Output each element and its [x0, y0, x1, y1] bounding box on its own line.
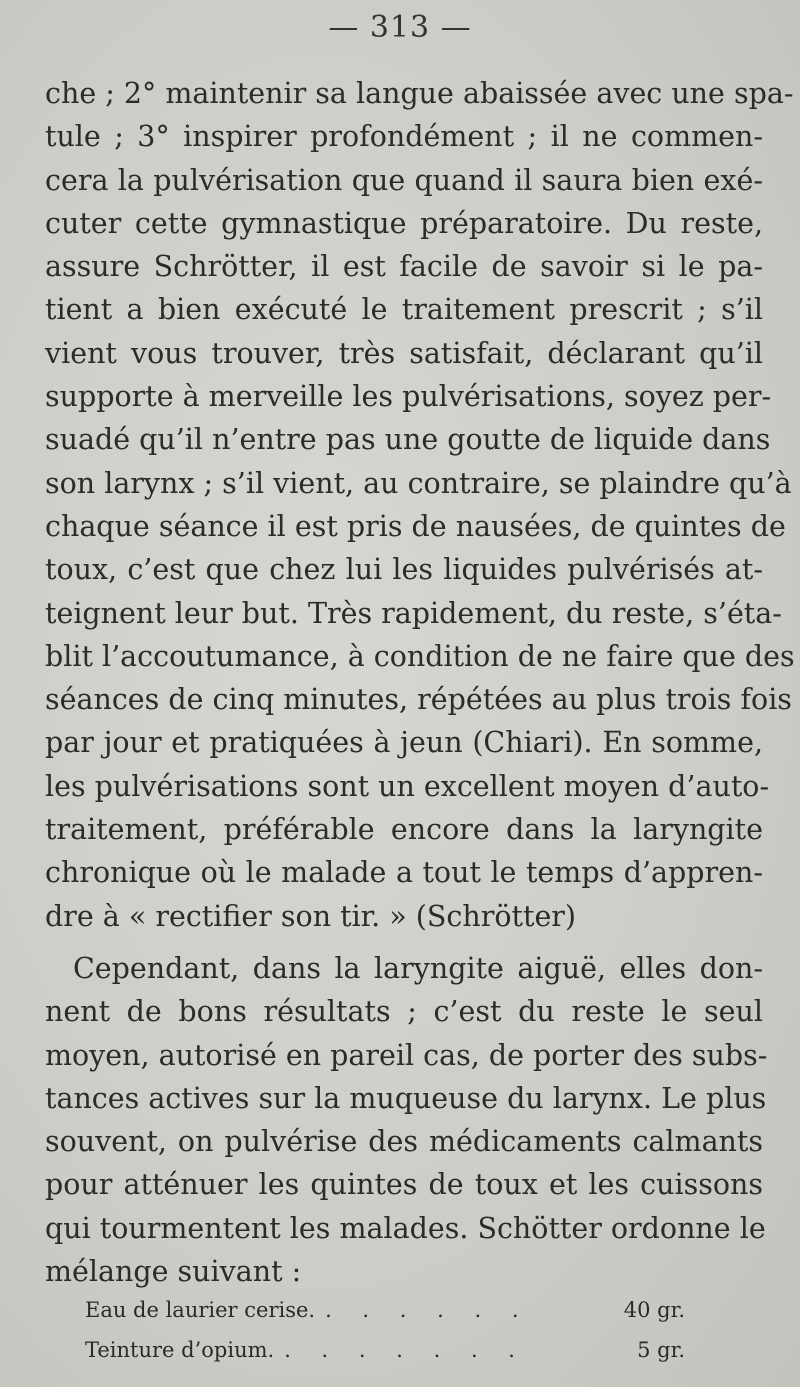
text-line: qui tourmentent les malades. Schötter ordonne le — [45, 1211, 766, 1245]
text-line: tient a bien exécuté le traitement prescrit ; s’il — [45, 293, 763, 327]
text-line: dre à « rectifier son tir. » (Schrötter) — [45, 899, 577, 933]
text-line: les pulvérisations sont un excellent moyen d’auto- — [45, 769, 770, 803]
text-line: toux, c’est que chez lui les liquides pulvérisés at- — [45, 553, 763, 587]
text-line: suadé qu’il n’entre pas une goutte de liquide dans — [45, 423, 771, 457]
body-text — [45, 72, 795, 1293]
text-line: cera la pulvérisation que quand il saura bien exé- — [45, 163, 763, 197]
ingredient-name: Teinture d’opium. — [85, 1338, 275, 1362]
text-line: souvent, on pulvérise des médicaments calmants — [45, 1125, 763, 1159]
text-line: cuter cette gymnastique préparatoire. Du reste, — [45, 206, 763, 240]
text-line: blit l’accoutumance, à condition de ne faire que des — [45, 639, 795, 673]
leader-dots: . . . . . . . — [284, 1338, 527, 1362]
paragraph-1 — [45, 72, 795, 938]
ingredient-name: Eau de laurier cerise. — [85, 1298, 316, 1322]
recipe-list — [85, 1296, 685, 1376]
text-line: tule ; 3° inspirer profondément ; il ne commen- — [45, 120, 763, 154]
text-line: chaque séance il est pris de nausées, de quintes de — [45, 509, 786, 543]
paragraph-2 — [45, 947, 768, 1293]
text-line: séances de cinq minutes, répétées au plus trois fois — [45, 683, 792, 717]
recipe-item — [85, 1336, 685, 1376]
recipe-item — [85, 1296, 685, 1336]
ingredient-quantity: 5 gr. — [637, 1338, 685, 1362]
text-line: Cependant, dans la laryngite aiguë, elles don- — [73, 951, 763, 985]
page-number: — 313 — — [328, 10, 472, 45]
text-line: pour atténuer les quintes de toux et les cuissons — [45, 1168, 763, 1202]
text-line: traitement, préférable encore dans la laryngite — [45, 813, 763, 847]
text-line: nent de bons résultats ; c’est du reste le seul — [45, 995, 763, 1029]
text-line: tances actives sur la muqueuse du larynx. Le plus — [45, 1081, 767, 1115]
text-line: vient vous trouver, très satisfait, déclarant qu’il — [45, 336, 763, 370]
text-line: moyen, autorisé en pareil cas, de porter des subs- — [45, 1038, 768, 1072]
ingredient-quantity: 40 gr. — [623, 1298, 685, 1322]
text-line: che ; 2° maintenir sa langue abaissée avec une spa- — [45, 77, 794, 110]
text-line: son larynx ; s’il vient, au contraire, se plaindre qu’à — [45, 466, 792, 500]
text-line: assure Schrötter, il est facile de savoir si le pa- — [45, 250, 763, 284]
text-line: mélange suivant : — [45, 1255, 302, 1289]
text-line: teignent leur but. Très rapidement, du reste, s’éta- — [45, 596, 782, 630]
text-line: supporte à merveille les pulvérisations, soyez per- — [45, 380, 772, 414]
text-line: chronique où le malade a tout le temps d’appren- — [45, 856, 763, 890]
leader-dots: . . . . . . — [325, 1298, 531, 1322]
text-line: par jour et pratiquées à jeun (Chiari). En somme, — [45, 726, 763, 760]
